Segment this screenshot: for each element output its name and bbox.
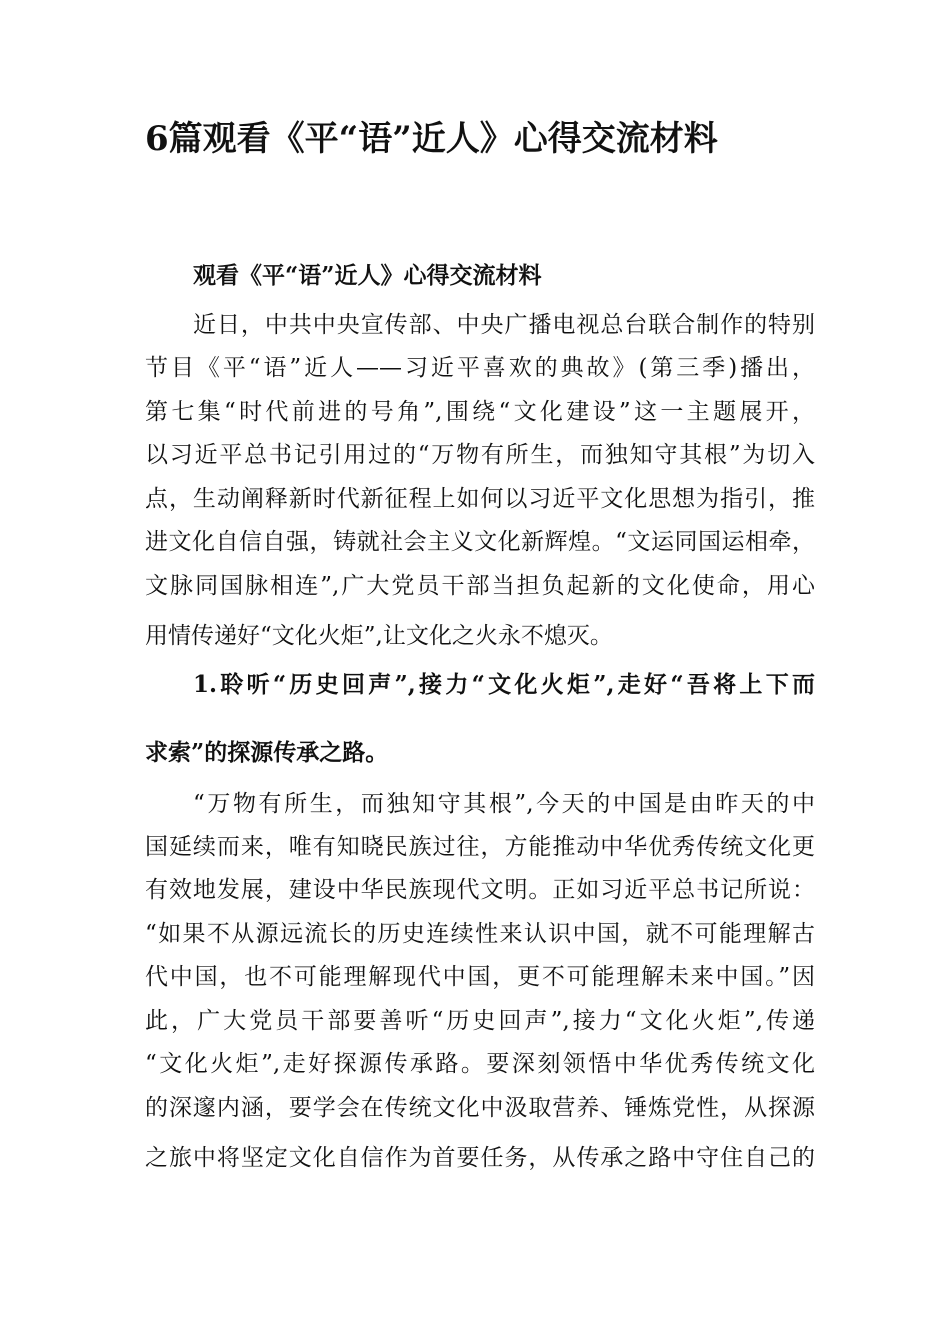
paragraph-line: 的深邃内涵，要学会在传统文化中汲取营养、锤炼党性，从探源 [145, 1095, 815, 1121]
section-title: 观看《平“语”近人》心得交流材料 [193, 262, 542, 289]
paragraph-line: 文脉同国脉相连”,广大党员干部当担负起新的文化使命，用心 [145, 573, 815, 599]
subheading-line: 1.聆听“历史回声”,接力“文化火炬”,走好“吾将上下而 [193, 671, 815, 698]
paragraph-line: “万物有所生，而独知守其根”,今天的中国是由昨天的中 [193, 791, 815, 817]
paragraph-line: 用情传递好“文化火炬”,让文化之火永不熄灭。 [145, 623, 613, 649]
paragraph-line: “如果不从源远流长的历史连续性来认识中国，就不可能理解古 [145, 921, 815, 947]
paragraph-line: 节目《平“语”近人——习近平喜欢的典故》(第三季)播出， [145, 355, 815, 381]
paragraph-line: 有效地发展，建设中华民族现代文明。正如习近平总书记所说： [145, 877, 815, 903]
paragraph-line: 之旅中将坚定文化自信作为首要任务，从传承之路中守住自己的 [145, 1145, 815, 1171]
paragraph-line: 以习近平总书记引用过的“万物有所生，而独知守其根”为切入 [145, 442, 815, 468]
paragraph-line: 国延续而来，唯有知晓民族过往，方能推动中华优秀传统文化更 [145, 834, 815, 860]
paragraph-line: 点，生动阐释新时代新征程上如何以习近平文化思想为指引，推 [145, 486, 815, 512]
paragraph-line: 第七集“时代前进的号角”,围绕“文化建设”这一主题展开， [145, 399, 815, 425]
paragraph-line: 近日，中共中央宣传部、中央广播电视总台联合制作的特别 [193, 312, 815, 338]
paragraph-line: 进文化自信自强，铸就社会主义文化新辉煌。“文运同国运相牵， [145, 529, 815, 555]
document-title: 6篇观看《平“语”近人》心得交流材料 [145, 119, 718, 159]
paragraph-line: 此，广大党员干部要善听“历史回声”,接力“文化火炬”,传递 [145, 1008, 815, 1034]
paragraph-line: “文化火炬”,走好探源传承路。要深刻领悟中华优秀传统文化 [145, 1051, 815, 1077]
subheading-line: 求索”的探源传承之路。 [145, 739, 389, 766]
paragraph-line: 代中国，也不可能理解现代中国，更不可能理解未来中国。”因 [145, 964, 815, 990]
